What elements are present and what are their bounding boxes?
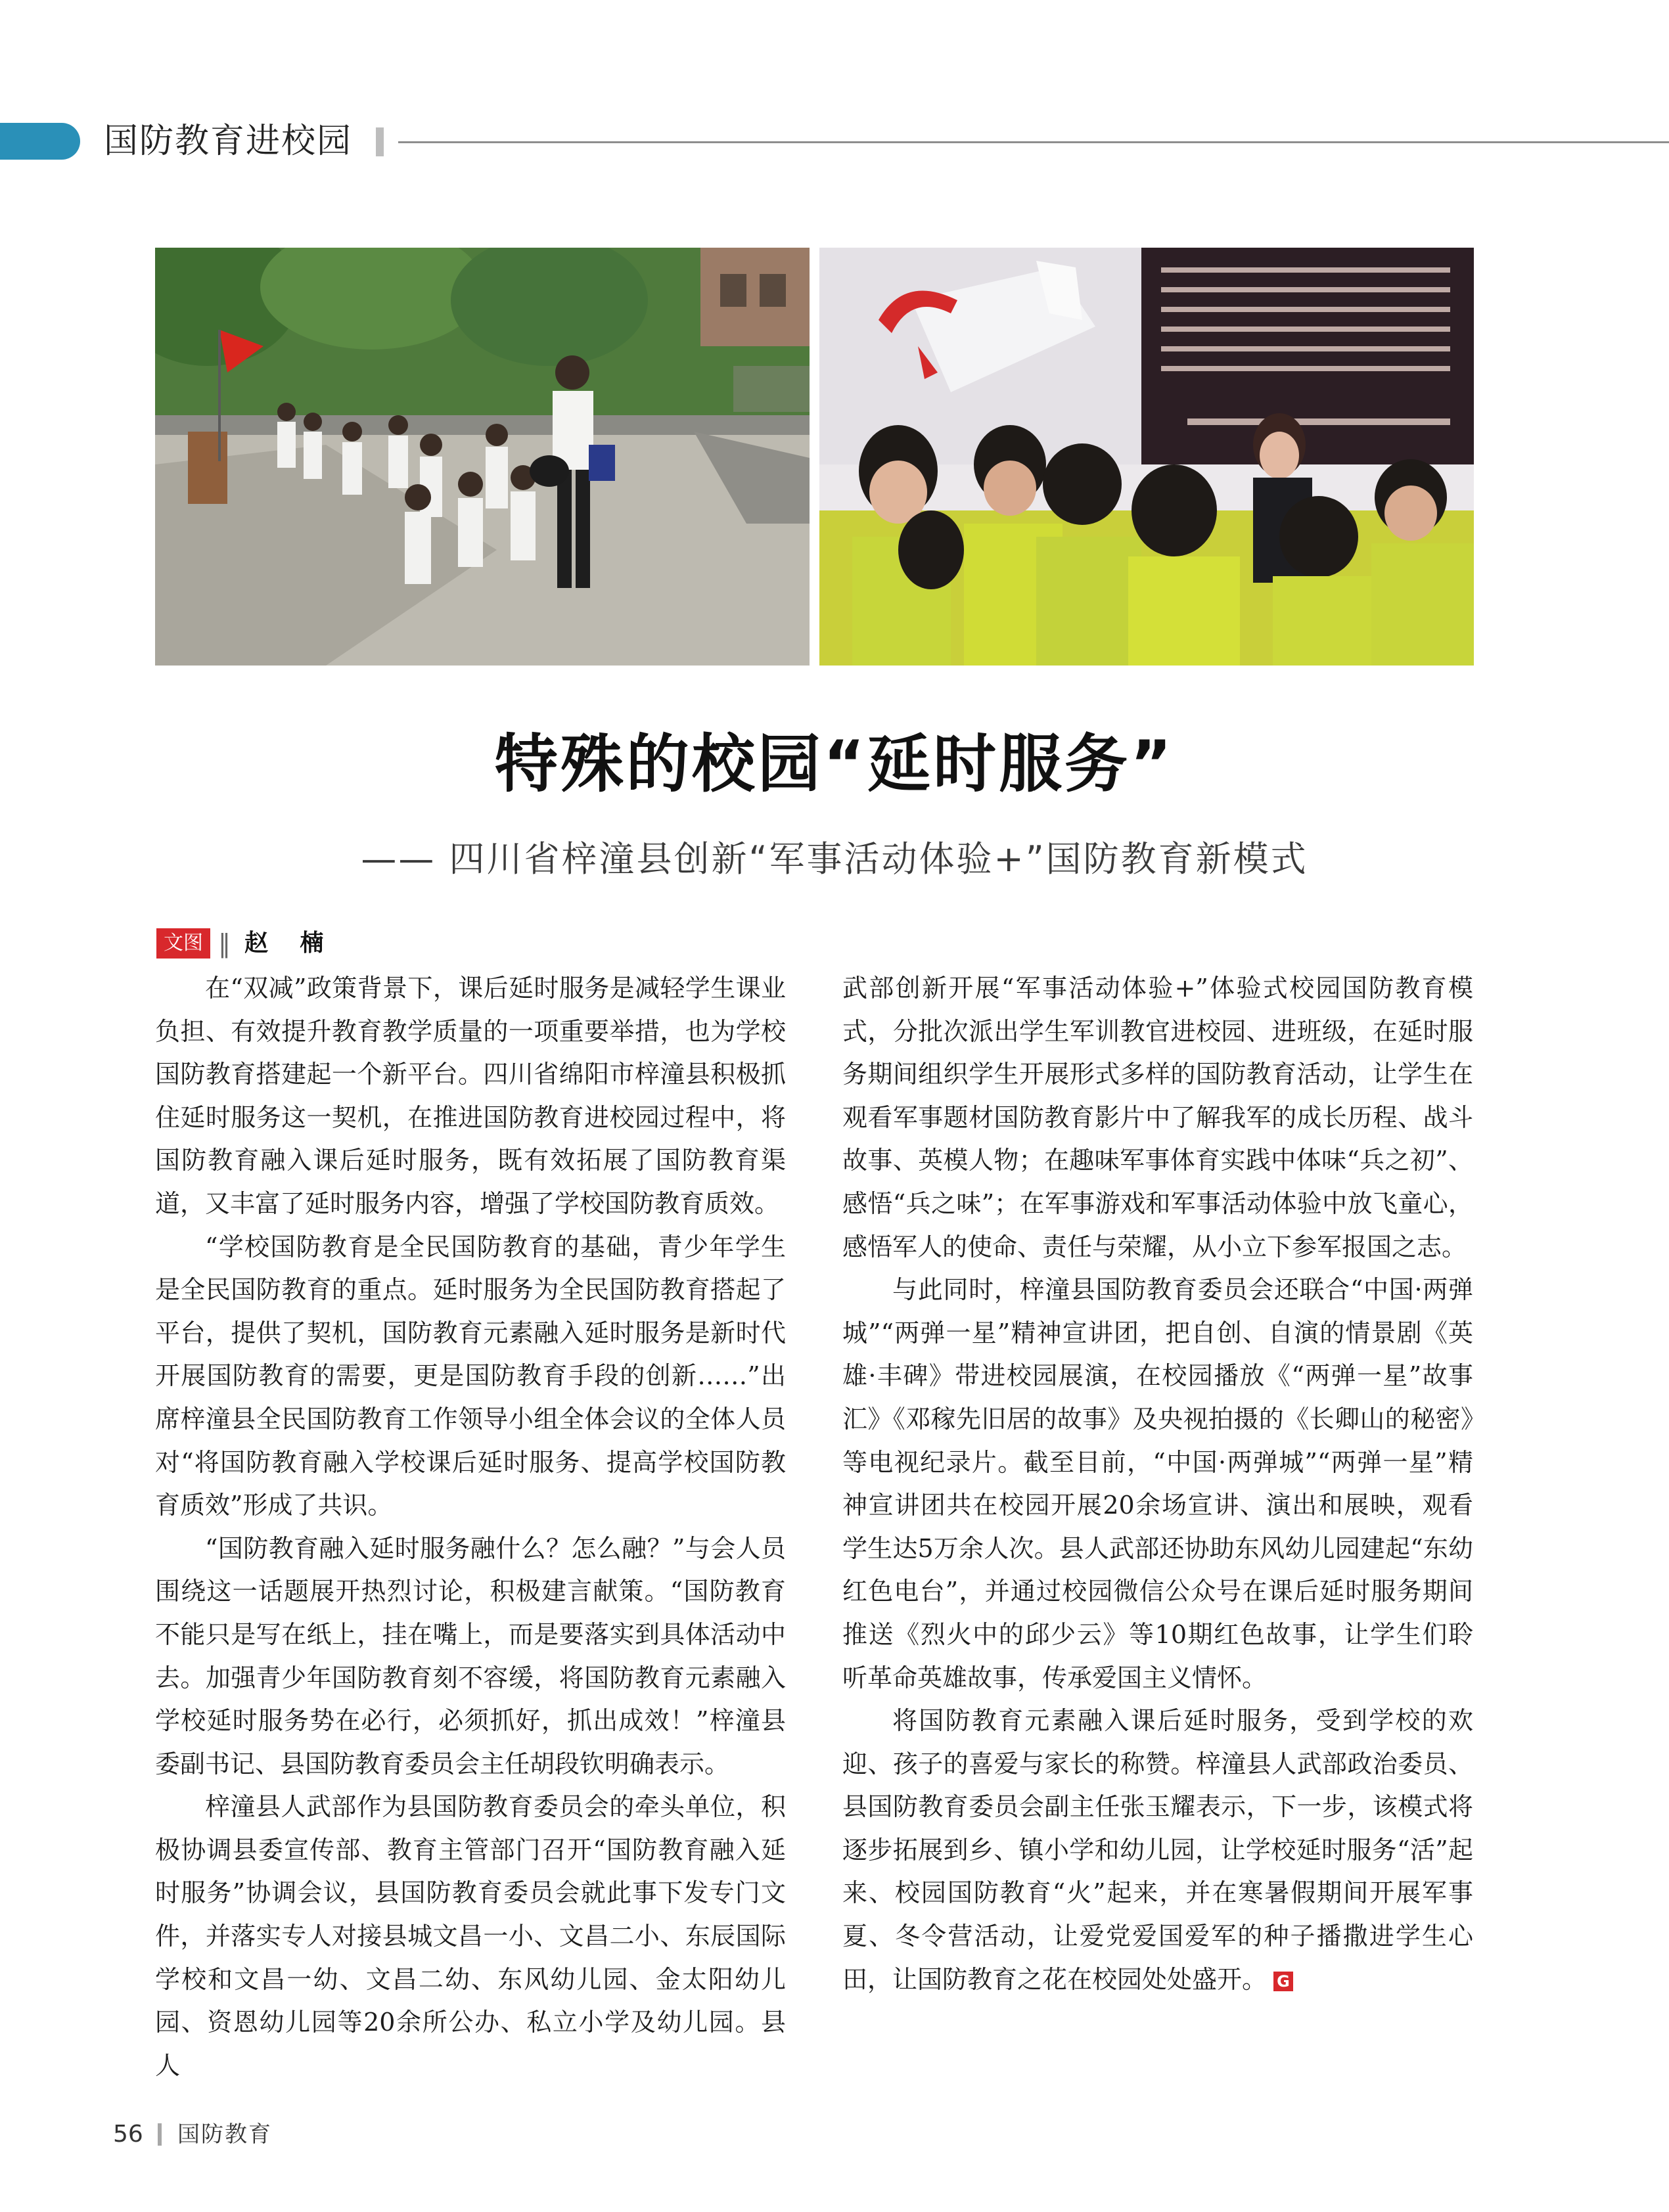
author-name: 赵 楠 bbox=[244, 930, 336, 957]
byline-separator: ‖ bbox=[218, 929, 231, 958]
magazine-name: 国防教育 bbox=[177, 2121, 272, 2148]
paragraph: 梓潼县人武部作为县国防教育委员会的牵头单位，积极协调县委宣传部、教育主管部门召开“国防教育融入延时服务”协调会议，县国防教育委员会就此事下发专门文件，并落实专人对接县城文昌一小、文昌二小、东辰国际学校和文昌一幼、文昌二幼、东风幼儿园、金太阳幼儿园、资恩幼儿园等20余所公办、私立小学及幼儿园。县人 bbox=[155, 1792, 786, 2080]
article-title: 特殊的校园“延时服务” bbox=[494, 727, 1175, 801]
end-mark-icon: G bbox=[1273, 1972, 1293, 1991]
museum-visit-photo bbox=[819, 248, 1474, 666]
article-column-right bbox=[842, 967, 1473, 2001]
paragraph: “国防教育融入延时服务融什么？怎么融？”与会人员围绕这一话题展开热烈讨论，积极建言献策。“国防教育不能只是写在纸上，挂在嘴上，而是要落实到具体活动中去。加强青少年国防教育刻不容缓，将国防教育元素融入学校延时服务势在必行，必须抓好，抓出成效！”梓潼县委副书记、县国防教育委员会主任胡段钦明确表示。 bbox=[155, 1533, 786, 1778]
article-subtitle: —— 四川省梓潼县创新“军事活动体验+”国防教育新模式 bbox=[361, 838, 1308, 880]
section-title: 国防教育进校园 bbox=[104, 122, 353, 161]
students-marching-photo bbox=[155, 248, 810, 666]
paragraph: 在“双减”政策背景下，课后延时服务是减轻学生课业负担、有效提升教育教学质量的一项重要举措，也为学校国防教育搭建起一个新平台。四川省绵阳市梓潼县积极抓住延时服务这一契机，在推进国防教育进校园过程中，将国防教育融入课后延时服务，既有效拓展了国防教育渠道，又丰富了延时服务内容，增强了学校国防教育质效。 bbox=[155, 974, 786, 1218]
paragraph-last bbox=[842, 1700, 1473, 2001]
section-marker bbox=[0, 123, 80, 160]
header-rule bbox=[398, 141, 1669, 143]
page-number: 56 bbox=[113, 2121, 143, 2148]
paragraph: “学校国防教育是全民国防教育的基础，青少年学生是全民国防教育的重点。延时服务为全民国防教育搭起了平台，提供了契机，国防教育元素融入延时服务是新时代开展国防教育的需要，更是国防教育手段的创新……”出席梓潼县全民国防教育工作领导小组全体会议的全体人员对“将国防教育融入学校课后延时服务、提高学校国防教育质效”形成了共识。 bbox=[155, 1232, 786, 1520]
paragraph-text: 将国防教育元素融入课后延时服务，受到学校的欢迎、孩子的喜爱与家长的称赞。梓潼县人武部政治委员、县国防教育委员会副主任张玉耀表示，下一步，该模式将逐步拓展到乡、镇小学和幼儿园，让学校延时服务“活”起来、校园国防教育“火”起来，并在寒暑假期间开展军事夏、冬令营活动，让爱党爱国爱军的种子播撒进学生心田，让国防教育之花在校园处处盛开。 bbox=[842, 1706, 1473, 1994]
article-column-left bbox=[155, 967, 786, 2087]
footer-divider bbox=[158, 2123, 162, 2146]
section-divider bbox=[376, 127, 384, 156]
byline-tag: 文图 bbox=[156, 928, 210, 959]
paragraph: 与此同时，梓潼县国防教育委员会还联合“中国·两弹城”“两弹一星”精神宣讲团，把自创、自演的情景剧《英雄·丰碑》带进校园展演，在校园播放《“两弹一星”故事汇》《邓稼先旧居的故事》及央视拍摄的《长卿山的秘密》等电视纪录片。截至目前，“中国·两弹城”“两弹一星”精神宣讲团共在校园开展20余场宣讲、演出和展映，观看学生达5万余人次。县人武部还协助东风幼儿园建起“东幼红色电台”，并通过校园微信公众号在课后延时服务期间推送《烈火中的邱少云》等10期红色故事，让学生们聆听革命英雄故事，传承爱国主义情怀。 bbox=[842, 1275, 1473, 1692]
paragraph: 武部创新开展“军事活动体验+”体验式校园国防教育模式，分批次派出学生军训教官进校园、进班级，在延时服务期间组织学生开展形式多样的国防教育活动，让学生在观看军事题材国防教育影片中了解我军的成长历程、战斗故事、英模人物；在趣味军事体育实践中体味“兵之初”、感悟“兵之味”；在军事游戏和军事活动体验中放飞童心，感悟军人的使命、责任与荣耀，从小立下参军报国之志。 bbox=[842, 974, 1473, 1261]
